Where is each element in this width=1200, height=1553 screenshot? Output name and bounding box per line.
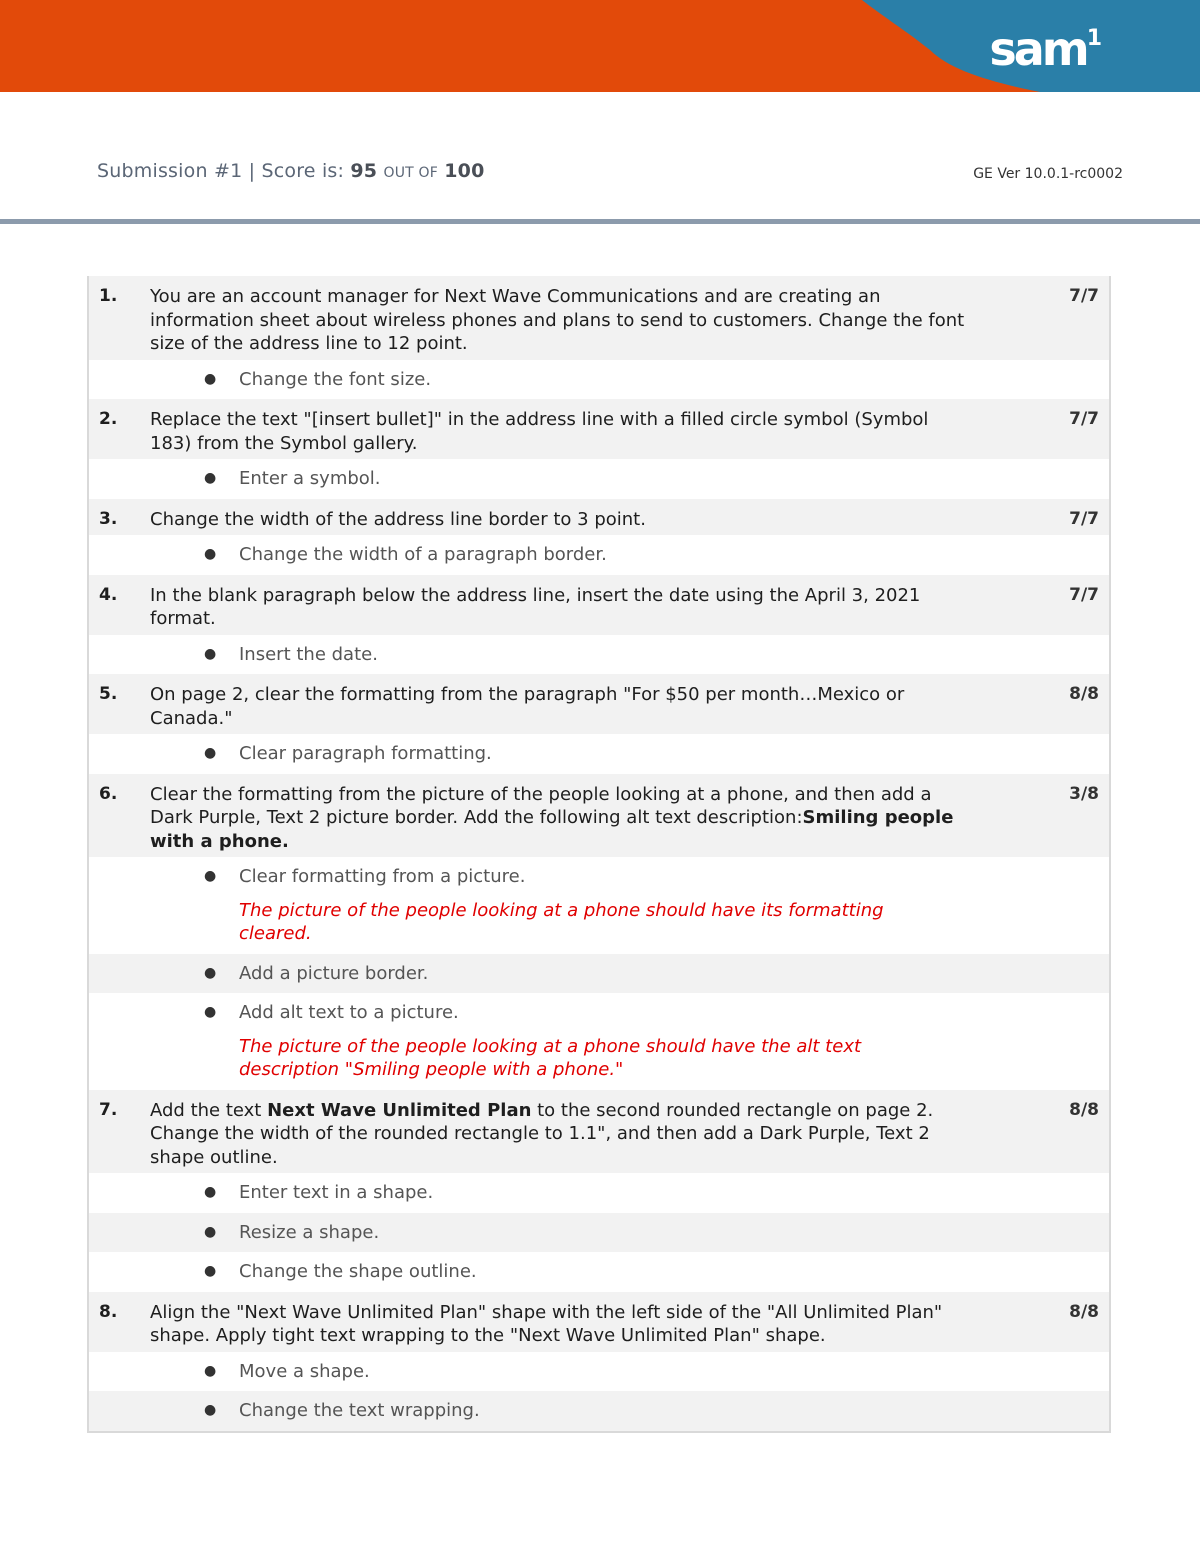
question-score: 7/7 xyxy=(1069,584,1099,605)
header-divider xyxy=(0,219,1200,224)
step-label: Add alt text to a picture. xyxy=(239,1002,459,1023)
score-total: 100 xyxy=(444,160,485,182)
question-score: 3/8 xyxy=(1069,783,1099,804)
step-label: Change the font size. xyxy=(239,368,432,390)
question-score: 7/7 xyxy=(1069,409,1099,429)
step-text xyxy=(204,742,1109,766)
step-row xyxy=(89,954,1109,994)
question-row xyxy=(89,575,1109,635)
out-of-label: OUT OF xyxy=(383,165,439,181)
step-text xyxy=(204,1221,1109,1245)
question-row xyxy=(89,499,1109,536)
score-summary xyxy=(97,160,1123,190)
separator: | xyxy=(248,160,256,182)
sam-logo: sam$^1$ xyxy=(989,22,1102,76)
step-text xyxy=(204,865,1109,889)
step-text xyxy=(204,467,1109,491)
step-row xyxy=(89,635,1109,675)
question-text: Change the width of the address line border to 3 point. xyxy=(150,508,646,530)
feedback-text: The picture of the people looking at a phone should have the alt text description "Smiling people with a phone." xyxy=(239,1035,862,1080)
step-row xyxy=(89,360,1109,400)
score-value: 95 xyxy=(350,160,378,182)
bullet-icon: ● xyxy=(204,370,217,387)
step-label: Change the shape outline. xyxy=(239,1261,477,1282)
step-label: Add a picture border. xyxy=(239,962,429,984)
score-label: Score is: xyxy=(261,160,345,182)
question-text-part: Clear the formatting from the picture of the people looking at a phone, and then add a Dark Purple, Text 2 picture border. Add the following alt text description: xyxy=(150,783,932,828)
question-row xyxy=(89,674,1109,734)
question-row xyxy=(89,399,1109,459)
question-text: You are an account manager for Next Wave Communications and are creating an information sheet about wireless phones and plans to send to customers. Change the font size of the address line to 12 point. xyxy=(150,286,965,354)
step-label: Resize a shape. xyxy=(239,1221,380,1243)
step-label: Enter a symbol. xyxy=(239,468,381,489)
question-number: 5. xyxy=(99,684,118,704)
step-label: Move a shape. xyxy=(239,1360,370,1382)
bullet-icon: ● xyxy=(204,745,217,761)
question-text-part: Add the text xyxy=(150,1099,268,1121)
bullet-icon: ● xyxy=(204,546,217,562)
question-row xyxy=(89,276,1109,360)
bullet-icon: ● xyxy=(204,1402,217,1418)
step-row xyxy=(89,535,1109,575)
step-text xyxy=(204,1360,1109,1384)
question-number: 7. xyxy=(99,1099,118,1120)
step-text xyxy=(204,962,1109,986)
step-row xyxy=(89,459,1109,499)
step-label: Insert the date. xyxy=(239,643,378,665)
question-score: 8/8 xyxy=(1069,1301,1099,1322)
question-text-bold: Next Wave Unlimited Plan xyxy=(267,1099,532,1121)
step-label: Enter text in a shape. xyxy=(239,1182,434,1203)
bullet-icon: ● xyxy=(204,1362,217,1379)
question-text-part: to the second rounded rectangle on page 2. Change the width of the rounded rectangle to 1.1", and then add a Dark Purple, Text 2 shape outline. xyxy=(150,1099,934,1168)
question-row xyxy=(89,1292,1109,1352)
step-text xyxy=(204,1399,1109,1423)
question-number: 8. xyxy=(99,1301,118,1322)
step-label: Clear formatting from a picture. xyxy=(239,866,526,887)
step-text xyxy=(204,643,1109,667)
step-row xyxy=(89,1391,1109,1431)
bullet-icon: ● xyxy=(204,1184,217,1200)
step-text xyxy=(204,1001,1109,1025)
question-number: 2. xyxy=(99,409,118,429)
header-banner xyxy=(0,0,1200,92)
question-score: 8/8 xyxy=(1069,1099,1099,1120)
bullet-icon: ● xyxy=(204,1004,217,1020)
questions-table xyxy=(87,276,1111,1433)
question-number: 3. xyxy=(99,508,118,529)
question-text: In the blank paragraph below the address line, insert the date using the April 3, 2021 format. xyxy=(150,584,921,629)
step-text xyxy=(204,543,1109,567)
question-row xyxy=(89,1090,1109,1174)
question-text xyxy=(150,1099,970,1170)
feedback-text: The picture of the people looking at a phone should have its formatting cleared. xyxy=(239,899,884,944)
question-text: Replace the text "[insert bullet]" in the address line with a filled circle symbol (Symbol 183) from the Symbol gallery. xyxy=(150,409,929,454)
step-text xyxy=(204,368,1109,392)
step-row xyxy=(89,1173,1109,1213)
step-text xyxy=(204,1181,1109,1205)
question-score: 7/7 xyxy=(1069,286,1099,306)
question-text xyxy=(150,783,970,854)
bullet-icon: ● xyxy=(204,470,217,486)
question-row xyxy=(89,774,1109,858)
step-label: Change the width of a paragraph border. xyxy=(239,544,607,565)
step-row xyxy=(89,734,1109,774)
question-score: 7/7 xyxy=(1069,508,1099,529)
question-text: On page 2, clear the formatting from the paragraph "For $50 per month…Mexico or Canada." xyxy=(150,684,905,729)
step-label: Clear paragraph formatting. xyxy=(239,743,492,764)
step-label: Change the text wrapping. xyxy=(239,1400,480,1421)
bullet-icon: ● xyxy=(204,868,217,884)
bullet-icon: ● xyxy=(204,645,217,662)
step-row xyxy=(89,993,1109,1090)
step-row xyxy=(89,1252,1109,1292)
question-score: 8/8 xyxy=(1069,684,1099,704)
submission-label: Submission #1 xyxy=(97,160,243,182)
bullet-icon: ● xyxy=(204,1263,217,1279)
bullet-icon: ● xyxy=(204,964,217,981)
question-number: 4. xyxy=(99,584,118,605)
step-text xyxy=(204,1260,1109,1284)
step-row xyxy=(89,857,1109,954)
question-text: Align the "Next Wave Unlimited Plan" shape with the left side of the "All Unlimited Plan" shape. Apply tight text wrapping to the "Next Wave Unlimited Plan" shape. xyxy=(150,1301,943,1346)
step-row xyxy=(89,1352,1109,1392)
question-text-bold: Smiling people with a phone. xyxy=(150,807,954,852)
step-row xyxy=(89,1213,1109,1253)
version-label: GE Ver 10.0.1-rc0002 xyxy=(973,166,1123,182)
question-number: 1. xyxy=(99,286,118,306)
question-number: 6. xyxy=(99,783,118,804)
bullet-icon: ● xyxy=(204,1223,217,1240)
